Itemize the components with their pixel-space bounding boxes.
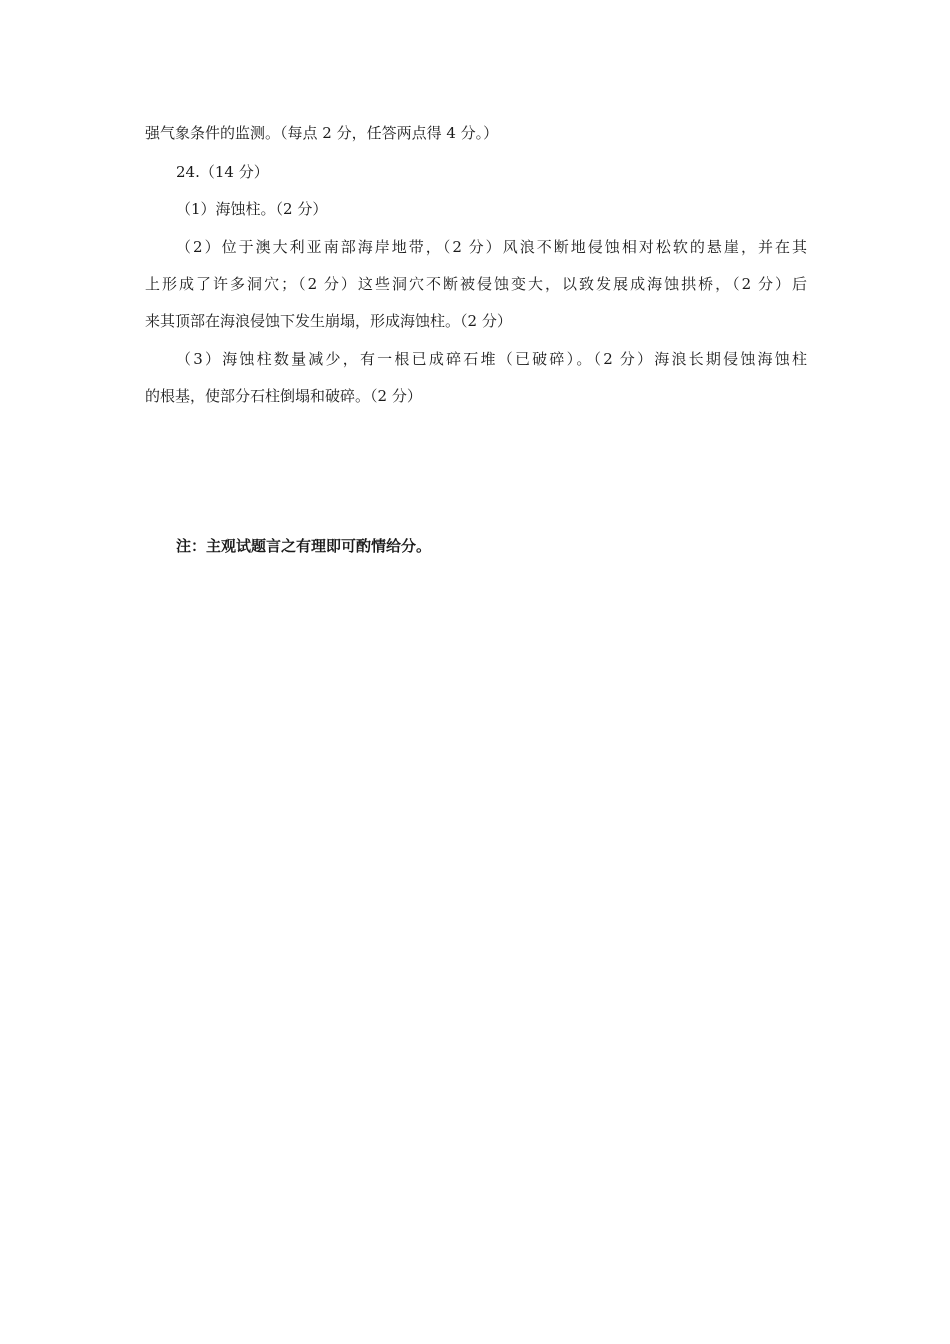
question-24-part-1: （1）海蚀柱。（2 分） [176, 200, 328, 218]
answer-line-weather-monitoring: 强气象条件的监测。（每点 2 分，任答两点得 4 分。） [145, 124, 499, 142]
question-24-part-2-line-2: 上形成了许多洞穴；（2 分）这些洞穴不断被侵蚀变大，以致发展成海蚀拱桥，（2 分）后 [145, 275, 807, 293]
question-24-part-2-line-1: （2）位于澳大利亚南部海岸地带，（2 分）风浪不断地侵蚀相对松软的悬崖，并在其 [176, 238, 807, 256]
question-24-part-3-line-2: 的根基，使部分石柱倒塌和破碎。（2 分） [145, 387, 422, 405]
grading-note: 注：主观试题言之有理即可酌情给分。 [176, 537, 432, 555]
question-24-part-2-line-3: 来其顶部在海浪侵蚀下发生崩塌，形成海蚀柱。（2 分） [145, 312, 512, 330]
question-24-part-3-line-1: （3）海蚀柱数量减少，有一根已成碎石堆（已破碎）。（2 分）海浪长期侵蚀海蚀柱 [176, 350, 807, 368]
question-24-header: 24.（14 分） [176, 163, 269, 181]
